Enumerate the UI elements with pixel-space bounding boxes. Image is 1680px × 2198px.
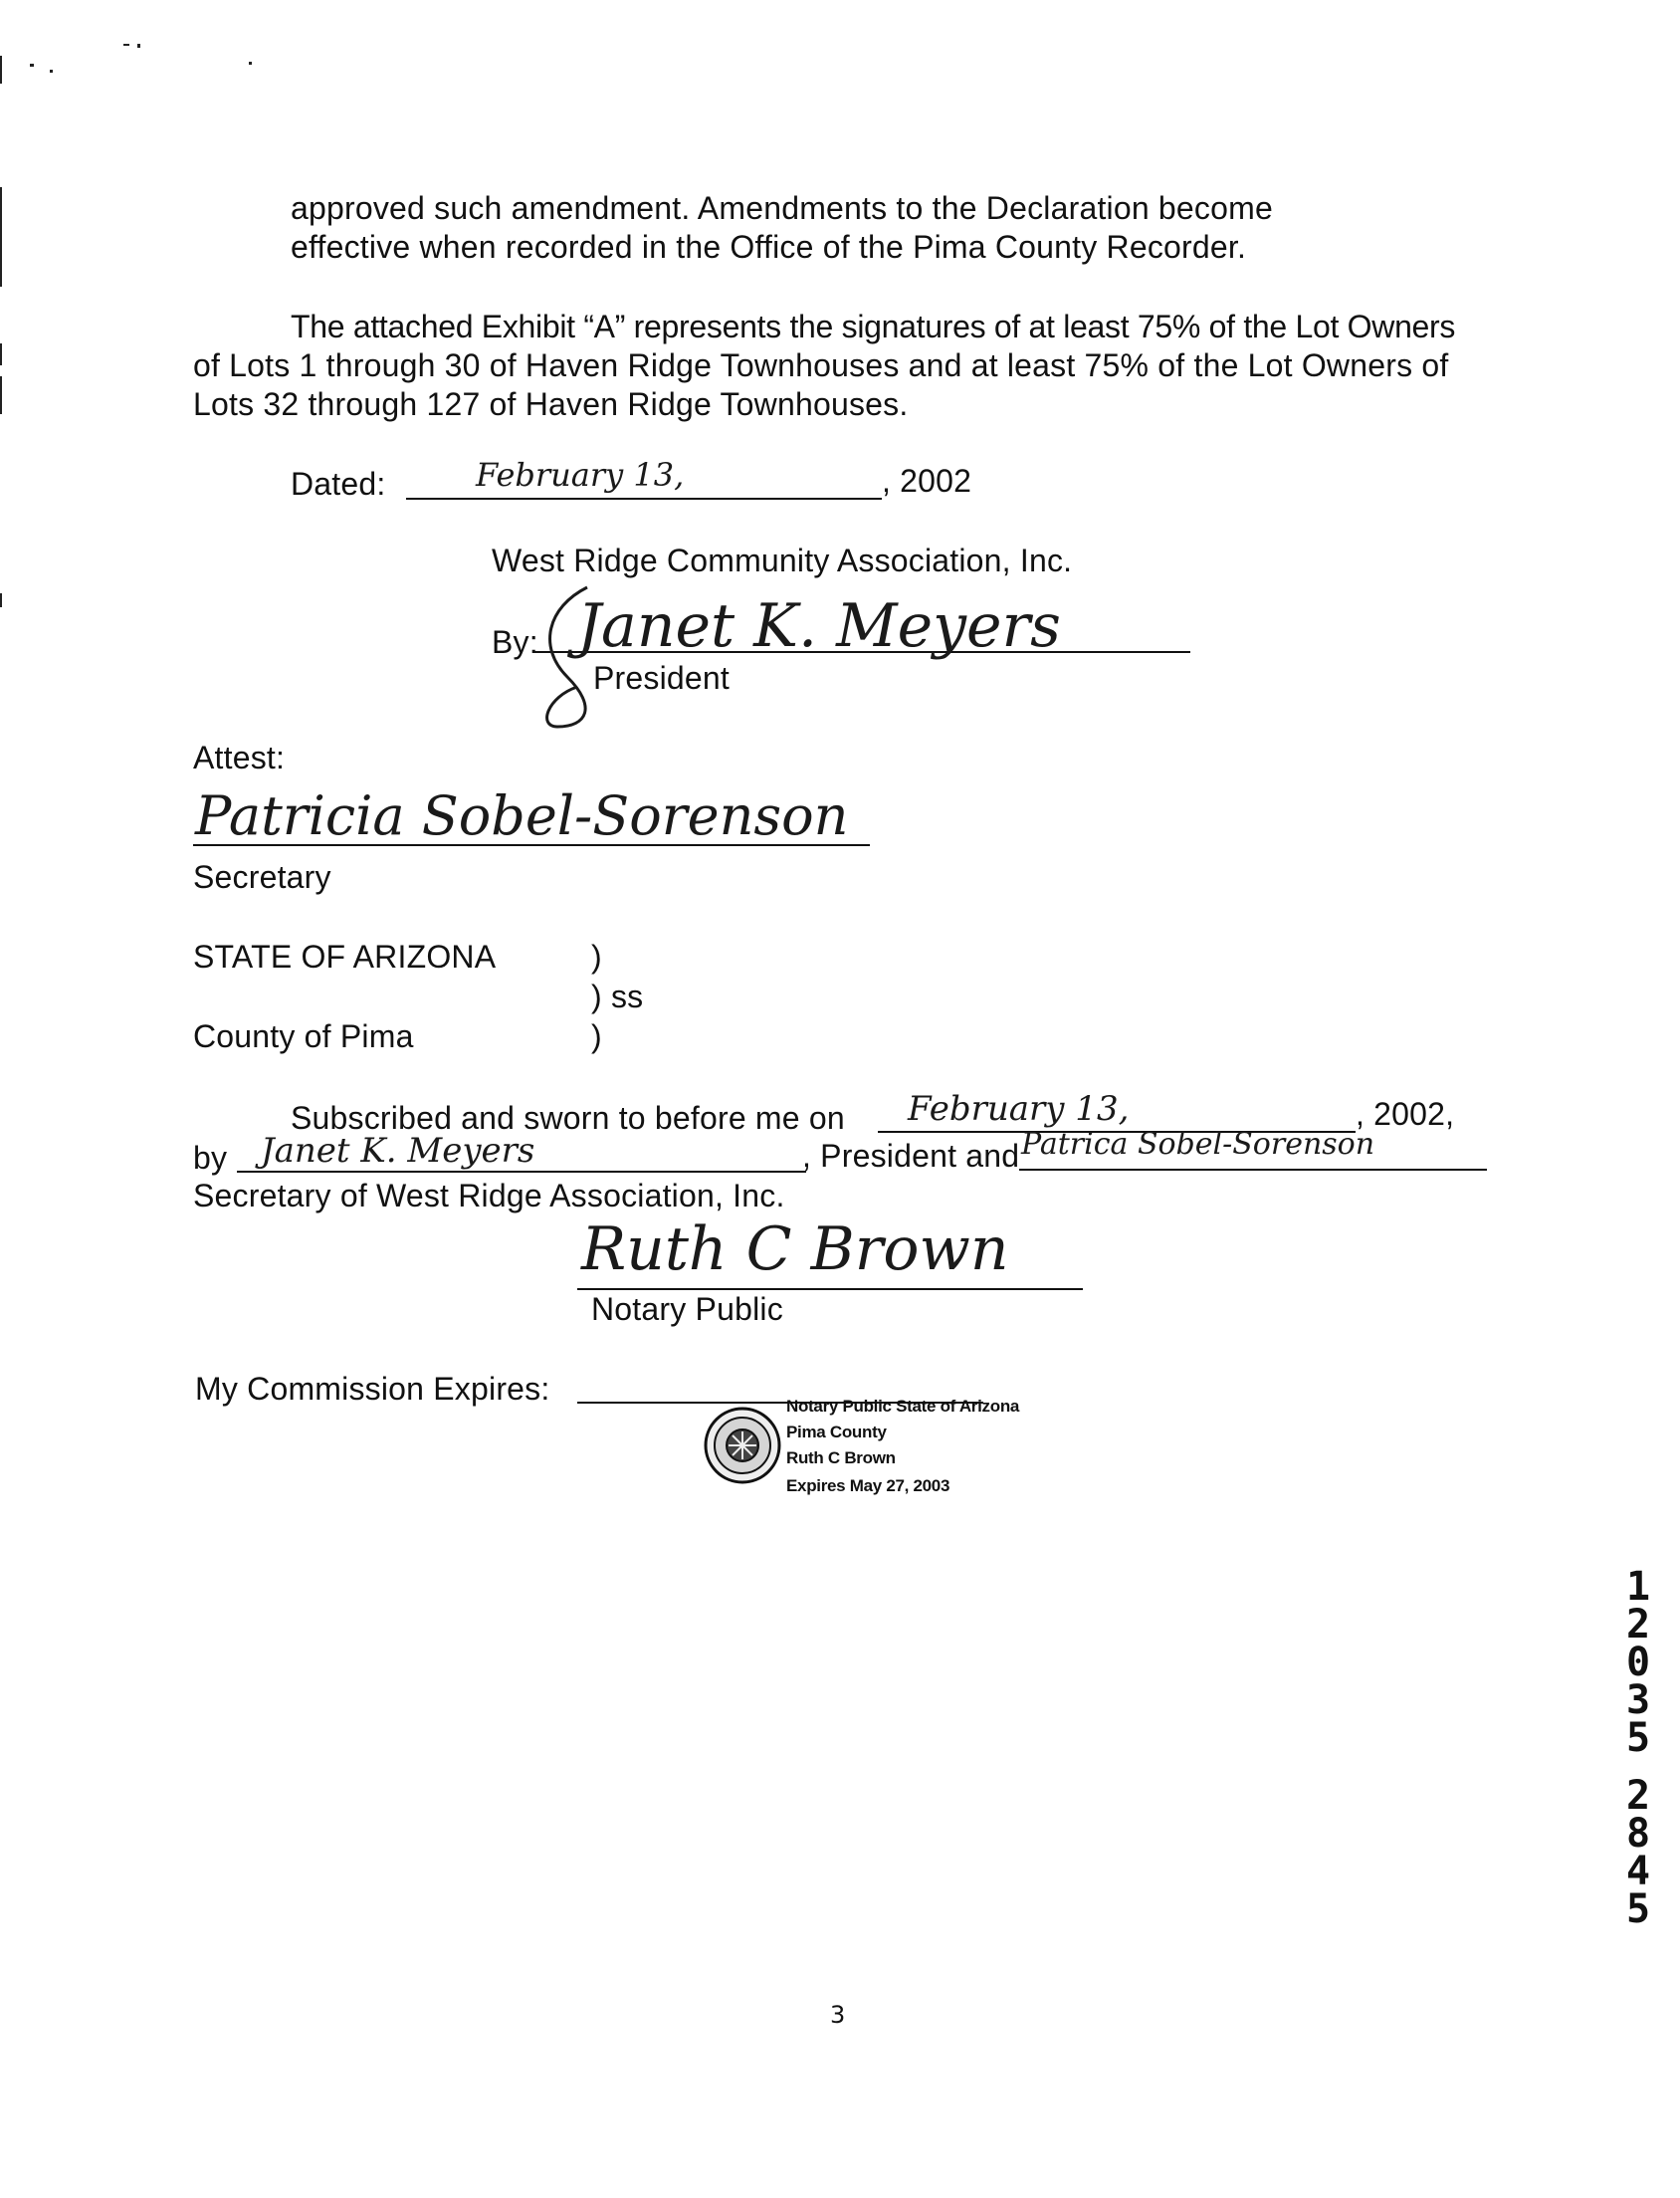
jurat-date-handwritten: February 13, bbox=[908, 1089, 1130, 1129]
jurat-line-1-start: Subscribed and sworn to before me on bbox=[291, 1100, 845, 1136]
jurat-line-1-end: , 2002, bbox=[1356, 1096, 1455, 1132]
doc-number-digit: 0 bbox=[1625, 1640, 1651, 1685]
venue-paren-top: ) bbox=[591, 939, 602, 975]
doc-number-digit: 3 bbox=[1625, 1677, 1651, 1723]
by-label: By: bbox=[492, 624, 538, 660]
dated-underline bbox=[406, 498, 882, 500]
doc-number-digit: 8 bbox=[1625, 1811, 1651, 1857]
scan-speck bbox=[249, 62, 252, 65]
seal-line-2: Pima County bbox=[786, 1423, 887, 1441]
scan-speck bbox=[0, 56, 2, 84]
page-number: 3 bbox=[830, 2001, 846, 2029]
scan-speck bbox=[137, 44, 140, 48]
notary-signature: Ruth C Brown bbox=[581, 1214, 1009, 1284]
president-label: President bbox=[593, 660, 730, 696]
president-signature: Janet K. Meyers bbox=[577, 591, 1061, 661]
doc-number-digit: 5 bbox=[1625, 1715, 1651, 1761]
seal-line-4: Expires May 27, 2003 bbox=[786, 1476, 950, 1495]
scan-speck bbox=[30, 64, 34, 67]
signature-flourish bbox=[527, 577, 647, 737]
doc-number-digit: 5 bbox=[1625, 1886, 1651, 1932]
notary-seal-emblem bbox=[703, 1406, 782, 1485]
venue-ss: ) ss bbox=[591, 979, 644, 1014]
seal-line-1: Notary Public State of Arizona bbox=[786, 1397, 1020, 1416]
secretary-signature: Patricia Sobel-Sorenson bbox=[195, 784, 849, 847]
secretary-label: Secretary bbox=[193, 859, 331, 895]
jurat-secretary-handwritten: Patrica Sobel-Sorenson bbox=[1021, 1127, 1375, 1162]
notary-label: Notary Public bbox=[591, 1291, 783, 1327]
scan-margin-mark bbox=[0, 376, 2, 414]
paragraph-1-line-2: effective when recorded in the Office of the Pima County Recorder. bbox=[291, 229, 1247, 265]
dated-year: , 2002 bbox=[882, 463, 972, 499]
jurat-president-underline bbox=[237, 1171, 806, 1173]
scan-speck bbox=[123, 44, 129, 46]
venue-paren-bottom: ) bbox=[591, 1018, 602, 1054]
scan-margin-mark bbox=[0, 593, 2, 607]
paragraph-2-line-1: The attached Exhibit “A” represents the signatures of at least 75% of the Lot Owners bbox=[291, 309, 1456, 344]
venue-county: County of Pima bbox=[193, 1018, 414, 1054]
seal-line-3: Ruth C Brown bbox=[786, 1448, 896, 1467]
association-name: West Ridge Community Association, Inc. bbox=[492, 543, 1073, 578]
attest-label: Attest: bbox=[193, 740, 286, 775]
jurat-secretary-underline bbox=[1019, 1169, 1487, 1171]
scan-speck bbox=[50, 70, 53, 73]
paragraph-2-line-3: Lots 32 through 127 of Haven Ridge Townhouses. bbox=[193, 386, 909, 422]
jurat-president-and: , President and bbox=[802, 1138, 1020, 1174]
scan-margin-mark bbox=[0, 187, 2, 287]
jurat-by: by bbox=[193, 1140, 228, 1176]
paragraph-1-line-1: approved such amendment. Amendments to the Declaration become bbox=[291, 190, 1273, 226]
commission-label: My Commission Expires: bbox=[195, 1371, 550, 1407]
scan-margin-mark bbox=[0, 343, 2, 365]
paragraph-2-line-2: of Lots 1 through 30 of Haven Ridge Townhouses and at least 75% of the Lot Owners of bbox=[193, 347, 1449, 383]
venue-state: STATE OF ARIZONA bbox=[193, 939, 497, 975]
dated-label: Dated: bbox=[291, 466, 386, 502]
jurat-line-3: Secretary of West Ridge Association, Inc. bbox=[193, 1178, 785, 1213]
doc-number-digit: 2 bbox=[1625, 1773, 1651, 1819]
secretary-signature-line bbox=[193, 844, 870, 846]
doc-number-digit: 1 bbox=[1625, 1564, 1651, 1610]
jurat-president-handwritten: Janet K. Meyers bbox=[261, 1131, 535, 1171]
dated-handwritten: February 13, bbox=[476, 456, 685, 494]
doc-number-digit: 2 bbox=[1625, 1602, 1651, 1648]
doc-number-digit: 4 bbox=[1625, 1849, 1651, 1894]
